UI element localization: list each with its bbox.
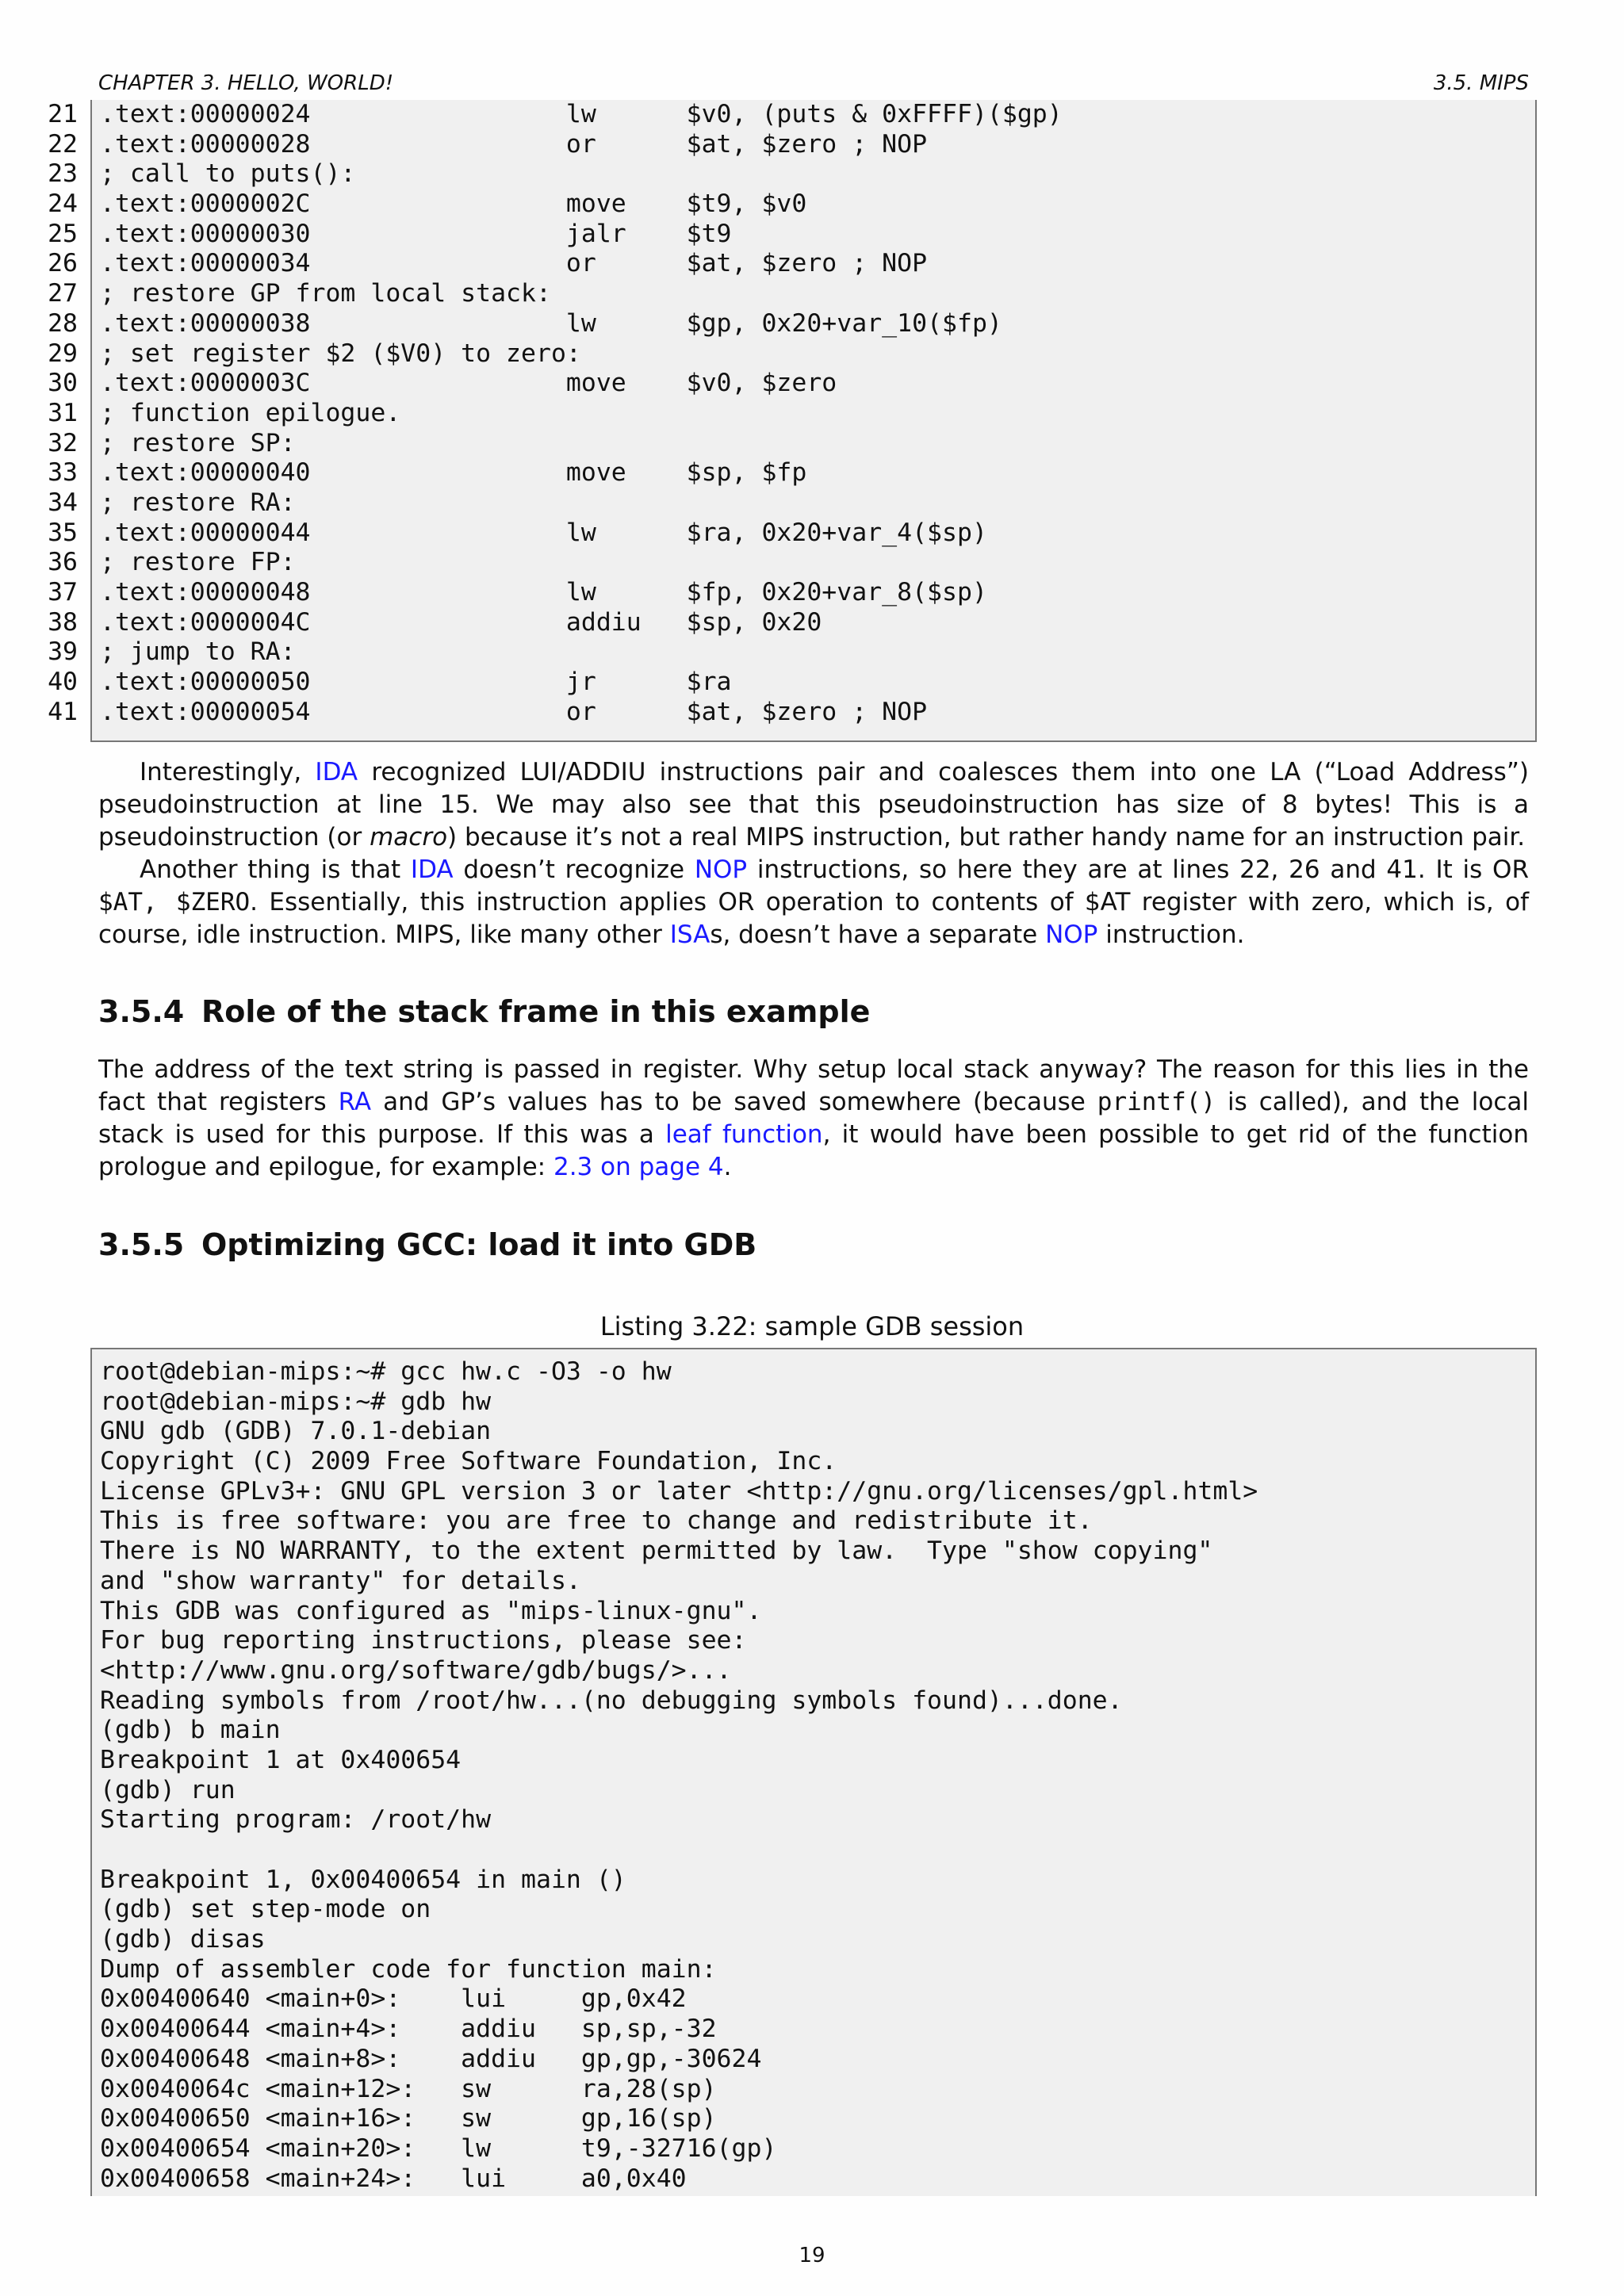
text: The address of the text string is passed in register. Why setup local stack anyway? The reason for this lies in the fact that registers: [98, 1055, 1529, 1116]
code-line: .text:00000054 or $at, $zero ; NOP: [100, 697, 928, 726]
link-nop[interactable]: NOP: [694, 855, 748, 884]
code-line: .text:00000040 move $sp, $fp: [100, 458, 807, 488]
code-line: .text:00000030 jalr $t9: [100, 219, 732, 248]
text: recognized LUI/ADDIU instructions pair and coalesces them into one LA (“Load Address”) pseudoinstruction at line 15. We may also see that this pseudoinstruction has size of 8 bytes! This is a pseudoinstruction (or: [98, 758, 1529, 851]
line-number: 36: [48, 548, 78, 577]
code-line: <http://www.gnu.org/software/gdb/bugs/>...: [100, 1655, 732, 1685]
link-ida[interactable]: IDA: [315, 758, 358, 786]
line-number: 41: [48, 697, 78, 726]
code-line: .text:00000048 lw $fp, 0x20+var_8($sp): [100, 578, 987, 607]
code-line: .text:0000002C move $t9, $v0: [100, 189, 807, 219]
code-line: (gdb) set step-mode on: [100, 1895, 431, 1924]
section-title: 3.5. MIPS: [1433, 71, 1529, 95]
line-number: 28: [48, 308, 78, 338]
paragraph-nop: [98, 854, 1529, 951]
section-heading-3-5-4: [98, 994, 870, 1029]
text: s, doesn’t have a separate: [710, 920, 1046, 949]
code-line: ; call to puts():: [100, 159, 356, 189]
code-line: For bug reporting instructions, please see:: [100, 1626, 747, 1655]
text: and GP’s values has to be saved somewhere (because: [371, 1088, 1097, 1116]
line-number: 37: [48, 578, 78, 607]
line-number: 33: [48, 458, 78, 488]
code-line: 0x00400650 <main+16>: sw gp,16(sp): [100, 2104, 717, 2133]
text: instructions, so here they are at lines 22, 26 and 41. It is OR: [747, 855, 1529, 884]
text: is called), and the local stack is used for this purpose. If this was a: [98, 1088, 1530, 1149]
code-line: .text:00000028 or $at, $zero ; NOP: [100, 129, 928, 159]
link-page-reference[interactable]: 2.3 on page 4: [553, 1153, 724, 1181]
listing1-code-block: [90, 100, 1537, 742]
line-number: 39: [48, 637, 78, 667]
text: ) because it’s not a real MIPS instruction, but rather handy name for an instruction pair.: [447, 823, 1526, 851]
link-ida[interactable]: IDA: [410, 855, 454, 884]
chapter-title: CHAPTER 3. HELLO, WORLD!: [98, 71, 394, 95]
line-number: 30: [48, 369, 78, 398]
code-line: ; restore GP from local stack:: [100, 279, 551, 308]
line-number: 27: [48, 279, 78, 308]
code-line: ; set register $2 ($V0) to zero:: [100, 339, 581, 368]
listing2-code-block: [90, 1348, 1537, 2196]
code-line: License GPLv3+: GNU GPL version 3 or later <http://gnu.org/licenses/gpl.html>: [100, 1476, 1258, 1506]
section-number: 3.5.4: [98, 994, 185, 1029]
code-line: Starting program: /root/hw: [100, 1805, 492, 1835]
code-line: (gdb) b main: [100, 1716, 281, 1745]
code-line: Breakpoint 1 at 0x400654: [100, 1745, 462, 1774]
link-isa[interactable]: ISA: [669, 920, 710, 949]
section-number: 3.5.5: [98, 1227, 185, 1262]
text: , it would have been possible to get rid of the function prologue and epilogue, for example:: [98, 1120, 1529, 1181]
code-line: .text:0000004C addiu $sp, 0x20: [100, 607, 822, 637]
code-line: 0x00400654 <main+20>: lw t9,-32716(gp): [100, 2133, 777, 2163]
code-line: 0x00400644 <main+4>: addiu sp,sp,-32: [100, 2015, 717, 2044]
code-line: 0x00400640 <main+0>: lui gp,0x42: [100, 1984, 687, 2014]
code-line: GNU gdb (GDB) 7.0.1-debian: [100, 1417, 492, 1446]
code-line: Reading symbols from /root/hw...(no debugging symbols found)...done.: [100, 1686, 1123, 1715]
text: instruction.: [1097, 920, 1245, 949]
code-line: .text:0000003C move $v0, $zero: [100, 369, 837, 398]
link-nop[interactable]: NOP: [1045, 920, 1098, 949]
code-line: .text:00000038 lw $gp, 0x20+var_10($fp): [100, 308, 1002, 338]
code-line: There is NO WARRANTY, to the extent permitted by law. Type "show copying": [100, 1536, 1213, 1566]
code-line: 0x00400648 <main+8>: addiu gp,gp,-30624: [100, 2044, 762, 2073]
line-number: 23: [48, 159, 78, 189]
code-line: .text:00000044 lw $ra, 0x20+var_4($sp): [100, 518, 987, 547]
line-number: 26: [48, 249, 78, 278]
text: Another thing is that: [140, 855, 411, 884]
code-line: root@debian-mips:~# gcc hw.c -O3 -o hw: [100, 1357, 672, 1386]
code-line: root@debian-mips:~# gdb hw: [100, 1387, 492, 1416]
code-line: ; restore RA:: [100, 488, 296, 517]
code-line: (gdb) disas: [100, 1925, 266, 1954]
text: Interestingly,: [140, 758, 316, 786]
code-line: and "show warranty" for details.: [100, 1566, 581, 1595]
line-number: 31: [48, 398, 78, 427]
line-number: 40: [48, 668, 78, 697]
code-line: (gdb) run: [100, 1775, 236, 1804]
line-number: 35: [48, 518, 78, 547]
code-line: 0x0040064c <main+12>: sw ra,28(sp): [100, 2074, 717, 2103]
code-line: 0x00400658 <main+24>: lui a0,0x40: [100, 2164, 687, 2193]
code-line: This is free software: you are free to change and redistribute it.: [100, 1506, 1093, 1536]
line-number: 38: [48, 607, 78, 637]
text: doesn’t recognize: [453, 855, 695, 884]
section-heading-3-5-5: [98, 1227, 756, 1262]
link-ra[interactable]: RA: [338, 1088, 372, 1116]
line-number: 21: [48, 100, 78, 128]
code-line: Dump of assembler code for function main:: [100, 1954, 717, 1984]
page-header: [98, 68, 1529, 101]
code-line: [100, 1835, 1535, 1866]
listing-caption: Listing 3.22: sample GDB session: [599, 1311, 1025, 1341]
code-line: Breakpoint 1, 0x00400654 in main (): [100, 1865, 626, 1894]
code-line: ; restore FP:: [100, 548, 296, 577]
listing1-line-numbers: [38, 100, 78, 727]
line-number: 22: [48, 129, 78, 159]
line-number: 34: [48, 488, 78, 517]
code-line: ; function epilogue.: [100, 398, 401, 427]
code-line: ; restore SP:: [100, 428, 296, 457]
link-leaf-function[interactable]: leaf function: [665, 1120, 823, 1149]
line-number: 29: [48, 339, 78, 368]
section-heading-text: Optimizing GCC: load it into GDB: [201, 1227, 757, 1262]
inline-code: $AT, $ZERO: [98, 888, 251, 916]
text-macro: macro: [370, 823, 448, 851]
paragraph-stack-frame: [98, 1054, 1529, 1184]
code-line: This GDB was configured as "mips-linux-gnu".: [100, 1596, 762, 1625]
paragraph-ida-la: [98, 756, 1529, 854]
code-line: ; jump to RA:: [100, 637, 296, 667]
text: . Essentially, this instruction applies OR operation to contents of $AT register with zero, which is, of course, idle instruction. MIPS, like many other: [98, 888, 1530, 949]
code-line: .text:00000024 lw $v0, (puts & 0xFFFF)($gp): [100, 100, 1063, 128]
code-line: .text:00000034 or $at, $zero ; NOP: [100, 249, 928, 278]
code-line: Copyright (C) 2009 Free Software Foundation, Inc.: [100, 1447, 837, 1476]
section-heading-text: Role of the stack frame in this example: [201, 994, 871, 1029]
line-number: 32: [48, 428, 78, 457]
page-number: 19: [799, 2244, 825, 2267]
inline-code: printf(): [1097, 1088, 1216, 1116]
text: .: [723, 1153, 732, 1181]
code-line: .text:00000050 jr $ra: [100, 668, 732, 697]
line-number: 25: [48, 219, 78, 248]
line-number: 24: [48, 189, 78, 219]
